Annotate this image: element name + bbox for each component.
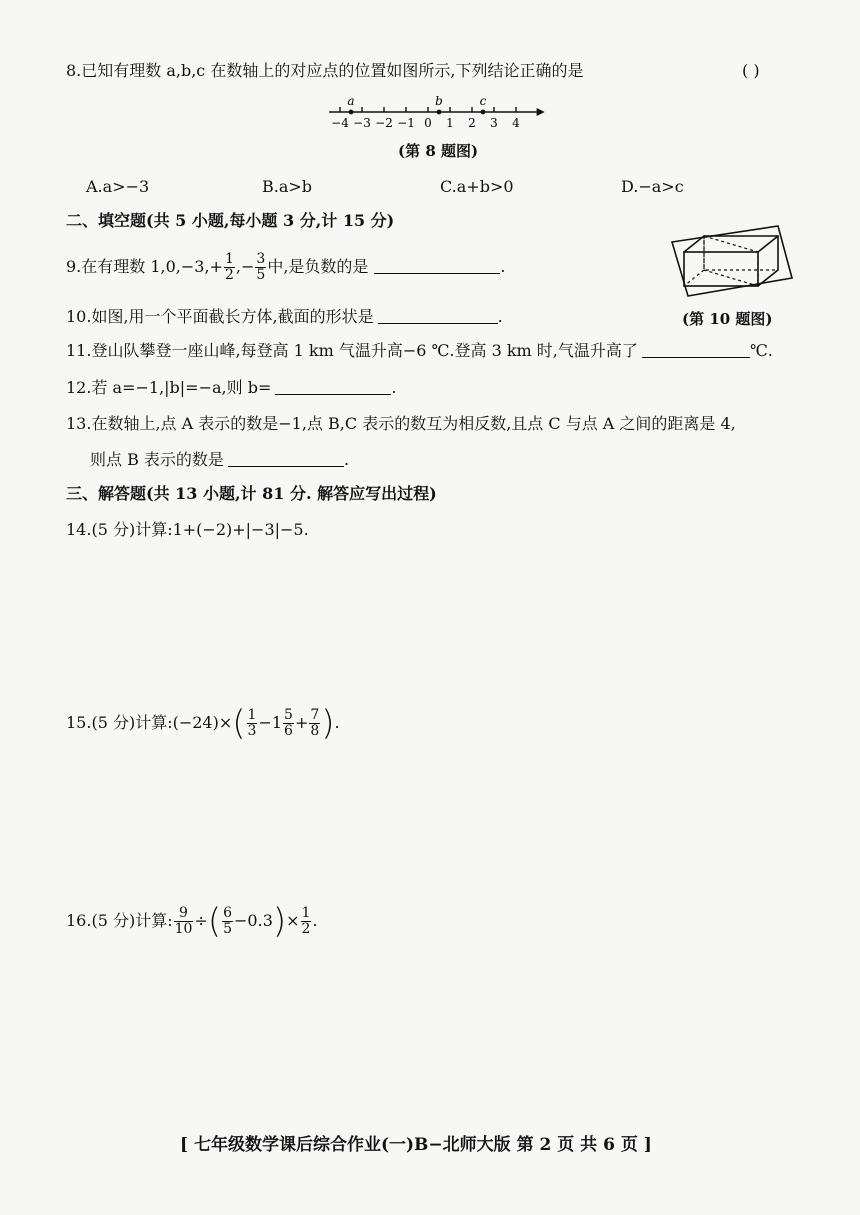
q16-f3-num: 1 <box>301 905 311 921</box>
axis-tick-label: 3 <box>490 116 498 130</box>
point-b <box>437 110 442 115</box>
q9-f1-den: 2 <box>224 267 234 283</box>
q15 <box>66 703 340 744</box>
q15-prefix: 15.(5 分)计算:(−24)× <box>66 713 233 732</box>
point-label-b: b <box>435 94 443 108</box>
q8-stem <box>66 60 583 82</box>
q16-end: . <box>312 911 318 930</box>
q15-f2-num: 5 <box>284 707 293 723</box>
q9-f1-num: 1 <box>224 251 234 267</box>
q9-f2-num: 3 <box>256 251 266 267</box>
q12-end: . <box>391 378 397 397</box>
q13-answer-blank[interactable] <box>228 450 344 467</box>
q15-plus: + <box>294 713 309 732</box>
q11-answer-blank[interactable] <box>642 341 750 358</box>
q15-f3-num: 7 <box>310 707 320 723</box>
axis-tick-label: −4 <box>331 116 349 130</box>
q8-stem-text: 8.已知有理数 a,b,c 在数轴上的对应点的位置如图所示,下列结论正确的是 <box>66 61 584 80</box>
q8-figure-caption: (第 8 题图) <box>398 142 479 160</box>
q10-figure-caption: (第 10 题图) <box>682 310 773 328</box>
q15-fraction-3 <box>309 708 320 739</box>
point-label-a: a <box>347 94 355 108</box>
q16-f3-den: 2 <box>301 921 311 937</box>
q12-answer-blank[interactable] <box>275 378 391 395</box>
axis-tick-label: 1 <box>446 116 454 130</box>
axis-tick-label: −2 <box>375 116 393 130</box>
section3-heading: 三、解答题(共 13 小题,计 81 分. 解答应写出过程) <box>66 484 437 503</box>
q9-mid: ,− <box>235 257 255 276</box>
q16-div: ÷ <box>194 911 208 930</box>
q16-f1-num: 9 <box>174 906 194 922</box>
axis-tick-label: 4 <box>512 116 520 130</box>
q9-end: . <box>500 257 506 276</box>
q9 <box>66 252 506 283</box>
q10-answer-blank[interactable] <box>378 307 498 324</box>
q16-left-paren: ( <box>207 901 222 942</box>
q8-option-b: B.a>b <box>262 177 313 196</box>
q8-option-a: A.a>−3 <box>86 177 150 196</box>
q16-prefix: 16.(5 分)计算: <box>66 911 173 930</box>
q13-line2-text: 则点 B 表示的数是 <box>90 450 224 469</box>
q14: 14.(5 分)计算:1+(−2)+|−3|−5. <box>66 520 309 539</box>
point-a <box>349 110 354 115</box>
q9-f2-den: 5 <box>256 267 266 283</box>
q11 <box>66 340 773 362</box>
q15-f2-den: 6 <box>284 723 293 739</box>
axis-tick-label: 0 <box>424 116 432 130</box>
q15-f1-num: 1 <box>247 707 257 723</box>
q9-fraction-2 <box>255 252 266 283</box>
point-label-c: c <box>479 94 487 108</box>
q13-end: . <box>343 450 350 469</box>
q15-right-paren: ) <box>321 703 335 744</box>
q15-left-paren: ( <box>232 703 246 744</box>
q15-end: . <box>334 713 340 732</box>
axis-tick-label: 2 <box>468 116 476 130</box>
section2-heading: 二、填空题(共 5 小题,每小题 3 分,计 15 分) <box>66 211 395 230</box>
q16-fraction-1 <box>174 906 194 937</box>
q13-line1: 13.在数轴上,点 A 表示的数是−1,点 B,C 表示的数互为相反数,且点 C 与点 A 之间的距离是 4, <box>66 414 736 433</box>
q9-fraction-1 <box>224 252 235 283</box>
q13-line2 <box>90 449 349 471</box>
q10-cuboid-figure <box>660 222 800 302</box>
axis-tick-label: −3 <box>353 116 371 130</box>
q8-option-c: C.a+b>0 <box>440 177 514 196</box>
q10-end: . <box>497 307 503 326</box>
q9-suffix: 中,是负数的是 <box>267 257 369 276</box>
cuboid-front <box>684 252 758 286</box>
q15-mid: −1 <box>258 713 283 732</box>
q8-option-d: D.−a>c <box>621 177 684 196</box>
cuboid-top-right <box>684 236 778 286</box>
q10-text: 10.如图,用一个平面截长方体,截面的形状是 <box>66 307 374 326</box>
q16 <box>66 901 318 942</box>
q15-f3-den: 8 <box>310 723 320 739</box>
q16-fraction-3 <box>301 906 312 937</box>
q8-number-line <box>320 96 570 136</box>
q15-fraction-1 <box>247 708 258 739</box>
q8-answer-paren: ( ) <box>742 61 760 80</box>
page-footer: [ 七年级数学课后综合作业(一)B−北师大版 第 2 页 共 6 页 ] <box>180 1135 652 1155</box>
q16-times: × <box>286 911 300 930</box>
q9-prefix: 9.在有理数 1,0,−3,+ <box>66 257 223 276</box>
q9-answer-blank[interactable] <box>374 257 500 274</box>
axis-tick-label: −1 <box>397 116 415 130</box>
q15-fraction-2 <box>283 708 294 739</box>
q11-text: 11.登山队攀登一座山峰,每登高 1 km 气温升高−6 ℃.登高 3 km 时,气温升高了 <box>66 341 638 360</box>
q16-f2-num: 6 <box>223 905 233 921</box>
q12-text: 12.若 a=−1,|b|=−a,则 b= <box>66 378 272 397</box>
q16-f1-den: 10 <box>174 921 193 937</box>
q12 <box>66 377 396 399</box>
q16-right-paren: ) <box>272 901 287 942</box>
point-c <box>481 110 486 115</box>
q11-end: ℃. <box>749 341 773 360</box>
q16-mid: −0.3 <box>234 911 273 930</box>
axis-arrow <box>537 108 545 116</box>
q10 <box>66 306 503 328</box>
cross-section <box>704 236 758 286</box>
q16-f2-den: 5 <box>223 921 233 937</box>
q15-f1-den: 3 <box>247 723 257 739</box>
cuboid-hidden-edges <box>704 236 778 270</box>
q16-fraction-2 <box>222 906 233 937</box>
